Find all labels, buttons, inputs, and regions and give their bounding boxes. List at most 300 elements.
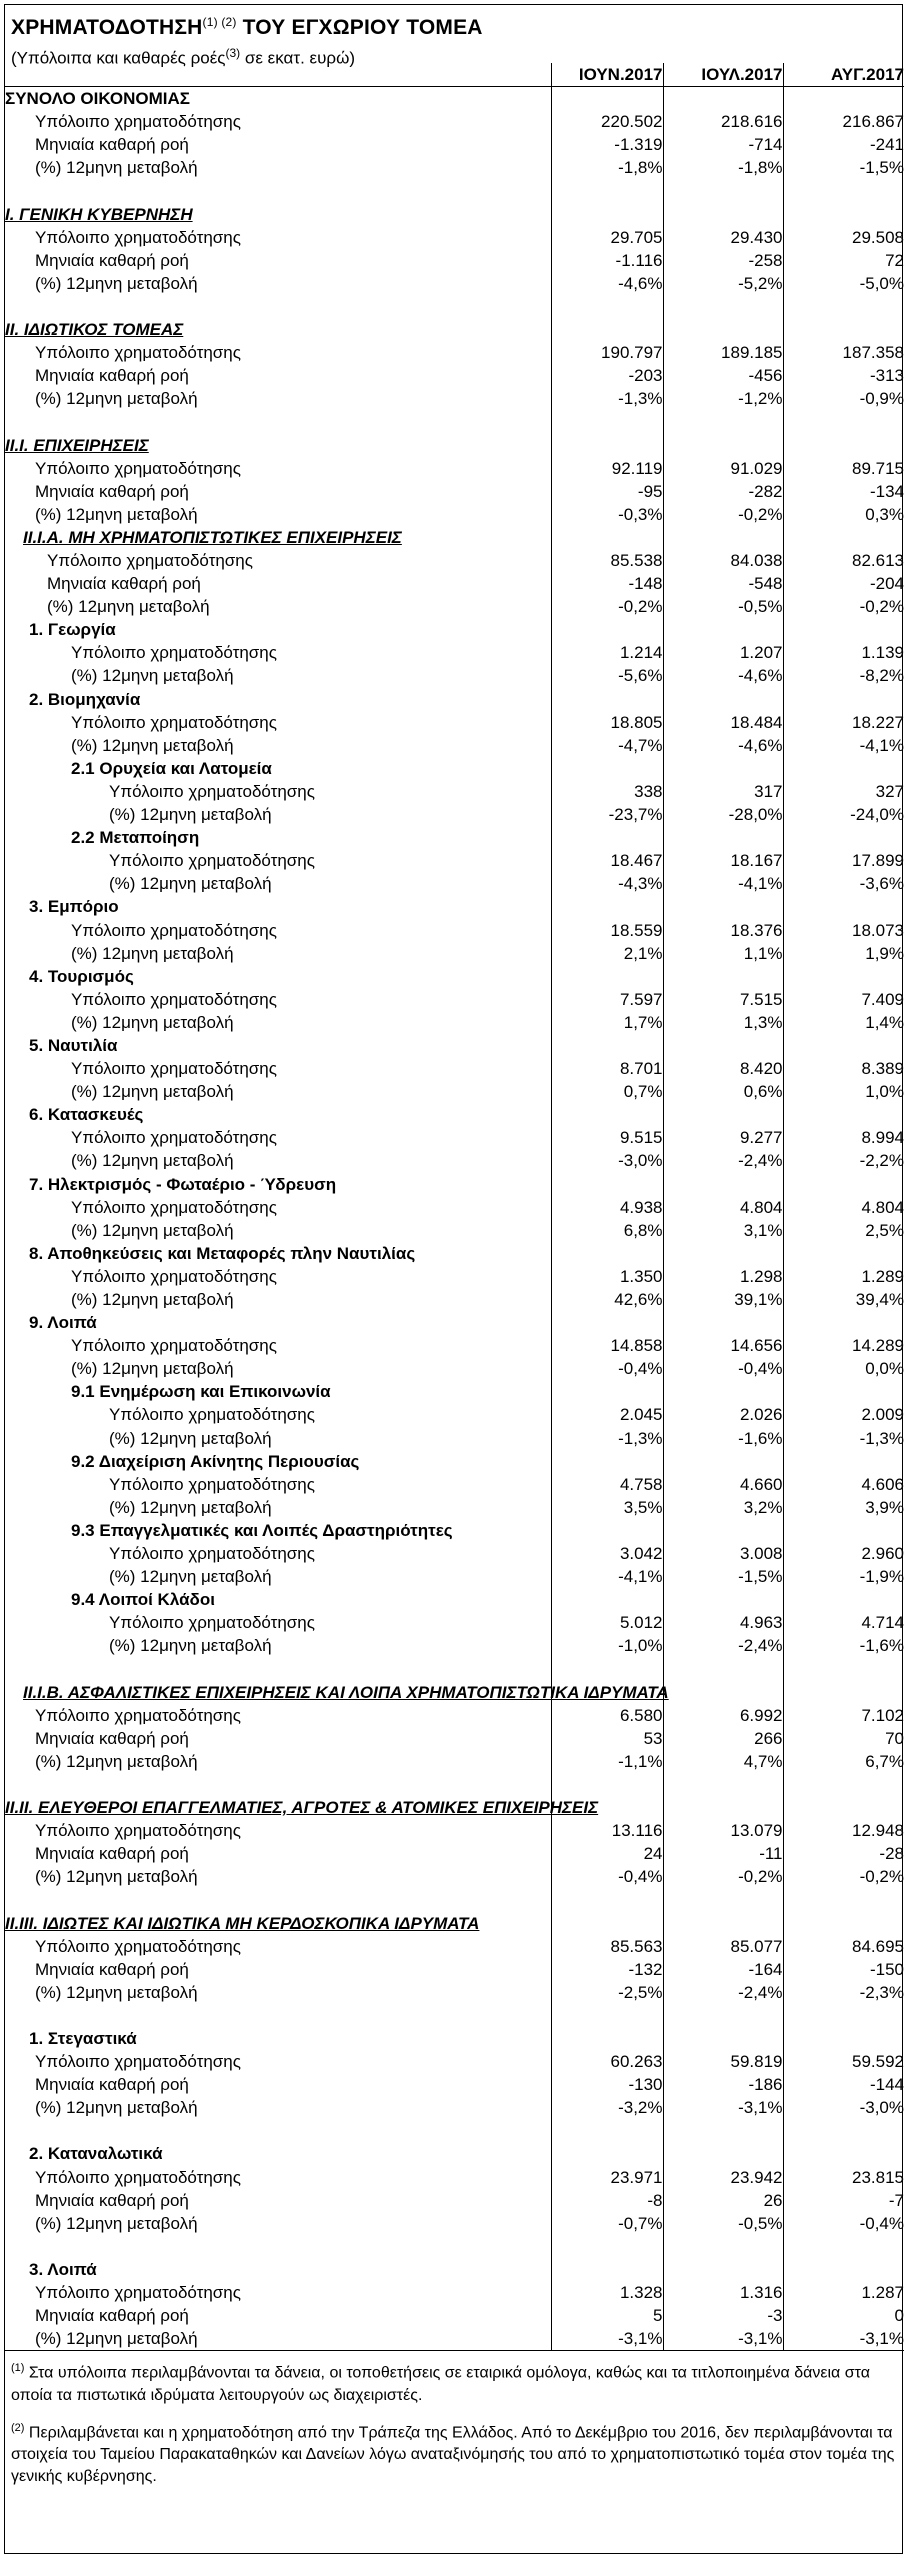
report-title [11,10,902,40]
value-jun: 18.805 [551,711,663,734]
row-label: (%) 12μηνη μεταβολή [71,735,234,755]
value-jul: 4,7% [663,1750,783,1773]
table-row [5,780,904,803]
value-aug: 7.409 [783,988,904,1011]
section-title: 2.1 Ορυχεία και Λατομεία [71,758,272,778]
value-aug: -1,3% [783,1427,904,1450]
value-jun: 53 [551,1727,663,1750]
row-label: Μηνιαία καθαρή ροή [35,1728,189,1748]
section-empty-cell [663,1034,783,1057]
section-title: 9.1 Ενημέρωση και Επικοινωνία [71,1382,331,1402]
footnote-text: Στα υπόλοιπα περιλαμβάνονται τα δάνεια, οι τοποθετήσεις σε εταιρικά ομόλογα, καθώς και τα τιτλοποιημένα δάνεια στα οποία τα πιστωτικά ιδρύματα λειτουργούν ως διαχειριστές. [11,2364,870,2404]
value-jun: 23.971 [551,2166,663,2189]
spacer-cell [783,410,904,433]
value-jul: 4.660 [663,1473,783,1496]
value-jul: -11 [663,1842,783,1865]
value-jul: -282 [663,480,783,503]
section-empty-cell [551,2258,663,2281]
subtitle-pre: (Υπόλοιπα και καθαρές ροές [11,48,226,68]
section-title: 8. Αποθηκεύσεις και Μεταφορές πλην Ναυτιλίας [29,1243,416,1263]
financing-table-body [5,63,904,2351]
section-empty-cell [783,2258,904,2281]
section-empty-cell [551,1311,663,1334]
value-jul: -3,1% [663,2327,783,2351]
section-header-row [5,1311,904,1334]
table-row [5,803,904,826]
value-jul: 1,3% [663,1011,783,1034]
row-label: Μηνιαία καθαρή ροή [35,481,189,501]
section-empty-cell [783,1796,904,1819]
section-empty-cell [783,203,904,226]
value-jul: 7.515 [663,988,783,1011]
row-label: Υπόλοιπο χρηματοδότησης [35,2283,241,2303]
value-aug: 1,9% [783,942,904,965]
spacer-cell [783,1657,904,1680]
spacer-row [5,1773,904,1796]
value-jun: -95 [551,480,663,503]
section-empty-cell [663,757,783,780]
row-label: Υπόλοιπο χρηματοδότησης [35,2167,241,2187]
row-label: (%) 12μηνη μεταβολή [35,1867,198,1887]
value-jun: -2,5% [551,1981,663,2004]
row-label: Υπόλοιπο χρηματοδότησης [71,643,277,663]
row-label: (%) 12μηνη μεταβολή [35,1982,198,2002]
section-empty-cell [783,826,904,849]
table-row [5,2073,904,2096]
value-jul: 317 [663,780,783,803]
row-label: Υπόλοιπο χρηματοδότησης [71,1059,277,1079]
value-jul: 1,1% [663,942,783,965]
section-empty-cell [663,203,783,226]
section-empty-cell [551,1103,663,1126]
spacer-cell [663,179,783,202]
value-jun: 18.559 [551,918,663,941]
value-jun: -0,4% [551,1357,663,1380]
value-jul: 18.484 [663,711,783,734]
value-aug: -2,2% [783,1149,904,1172]
value-jul: -5,2% [663,272,783,295]
spacer-cell [5,2119,551,2142]
value-jun: -1,8% [551,156,663,179]
section-header-row [5,87,904,111]
value-aug: 2.960 [783,1542,904,1565]
spacer-cell [783,2004,904,2027]
spacer-cell [551,1888,663,1911]
table-row [5,641,904,664]
table-row [5,1981,904,2004]
value-aug: 4.714 [783,1611,904,1634]
section-empty-cell [551,87,663,111]
table-row [5,2281,904,2304]
section-empty-cell [783,1034,904,1057]
table-row [5,2304,904,2327]
value-jun: 4.938 [551,1196,663,1219]
value-aug: 39,4% [783,1288,904,1311]
subtitle-post: σε εκατ. ευρώ) [240,48,355,68]
value-aug: -241 [783,133,904,156]
value-aug: 59.592 [783,2050,904,2073]
row-label: (%) 12μηνη μεταβολή [71,1359,234,1379]
section-empty-cell [783,1173,904,1196]
table-row [5,2166,904,2189]
value-jul: -28,0% [663,803,783,826]
spacer-cell [663,410,783,433]
value-jun: -5,6% [551,664,663,687]
row-label: Υπόλοιπο χρηματοδότησης [109,1613,315,1633]
spacer-row [5,410,904,433]
value-aug: -0,2% [783,595,904,618]
value-jul: -258 [663,249,783,272]
section-empty-cell [663,618,783,641]
section-empty-cell [663,526,783,549]
value-jun: 4.758 [551,1473,663,1496]
value-jun: -3,2% [551,2096,663,2119]
row-label: Υπόλοιπο χρηματοδότησης [35,227,241,247]
value-aug: 0 [783,2304,904,2327]
title-main: ΧΡΗΜΑΤΟΔΟΤΗΣΗ [11,16,203,39]
value-jul: 0,6% [663,1080,783,1103]
row-label: Υπόλοιπο χρηματοδότησης [47,551,253,571]
spacer-cell [551,2119,663,2142]
table-row [5,1334,904,1357]
value-jul: 1.316 [663,2281,783,2304]
value-jun: 24 [551,1842,663,1865]
value-jun: -0,4% [551,1865,663,1888]
row-label: (%) 12μηνη μεταβολή [35,1751,198,1771]
spacer-cell [5,2004,551,2027]
value-aug: 8.389 [783,1057,904,1080]
table-row [5,1288,904,1311]
value-aug: 18.227 [783,711,904,734]
column-header-aug: ΑΥΓ.2017 [783,63,904,87]
value-jul: 4.963 [663,1611,783,1634]
section-title: 2. Βιομηχανία [29,689,141,709]
section-empty-cell [663,895,783,918]
value-aug: -4,1% [783,734,904,757]
value-jun: 190.797 [551,341,663,364]
section-empty-cell [551,826,663,849]
row-label: (%) 12μηνη μεταβολή [35,2213,198,2233]
value-jul: -4,1% [663,872,783,895]
section-title: 9.3 Επαγγελματικές και Λοιπές Δραστηριότητες [71,1520,453,1540]
section-empty-cell [551,1173,663,1196]
row-label: Μηνιαία καθαρή ροή [35,1844,189,1864]
section-empty-cell [783,1588,904,1611]
section-title: 3. Εμπόριο [29,897,119,917]
section-header-row [5,1796,904,1819]
value-jun: 0,7% [551,1080,663,1103]
footnote-text: Περιλαμβάνεται και η χρηματοδότηση από την Τράπεζα της Ελλάδος. Από το Δεκέμβριο του 2016, δεν περιλαμβάνονται τα στοιχεία του Ταμείου Παρακαταθηκών και Δανείων λόγω αναταξινόμησής του από το χρηματοπιστωτικό τομέα στον τομέα της γενικής κυβέρνησης. [11,2423,895,2485]
section-empty-cell [783,688,904,711]
section-header-row [5,434,904,457]
value-jun: -4,7% [551,734,663,757]
section-title: 9.2 Διαχείριση Ακίνητης Περιουσίας [71,1451,360,1471]
section-empty-cell [663,318,783,341]
value-aug: 23.815 [783,2166,904,2189]
table-row [5,1011,904,1034]
section-header-row [5,618,904,641]
section-header-row [5,526,904,549]
value-jun: 29.705 [551,226,663,249]
table-row [5,1842,904,1865]
value-aug: -24,0% [783,803,904,826]
row-label: (%) 12μηνη μεταβολή [71,1082,234,1102]
row-label: (%) 12μηνη μεταβολή [109,1497,272,1517]
value-jun: -1,3% [551,1427,663,1450]
value-aug: 12.948 [783,1819,904,1842]
value-jun: 1.328 [551,2281,663,2304]
section-empty-cell [783,2027,904,2050]
spacer-cell [551,179,663,202]
value-aug: -0,2% [783,1865,904,1888]
table-row [5,872,904,895]
section-empty-cell [551,1242,663,1265]
section-empty-cell [783,1912,904,1935]
table-row [5,1427,904,1450]
row-label: Μηνιαία καθαρή ροή [35,2190,189,2210]
value-jun: 2,1% [551,942,663,965]
value-aug: 17.899 [783,849,904,872]
row-label: Υπόλοιπο χρηματοδότησης [35,343,241,363]
value-aug: 1,0% [783,1080,904,1103]
table-row [5,1149,904,1172]
table-row [5,711,904,734]
row-label: (%) 12μηνη μεταβολή [35,273,198,293]
row-label: Υπόλοιπο χρηματοδότησης [71,1128,277,1148]
value-jun: -1,3% [551,387,663,410]
table-row [5,249,904,272]
section-empty-cell [663,2142,783,2165]
value-jun: 1.350 [551,1265,663,1288]
value-aug: 216.867 [783,110,904,133]
table-row [5,849,904,872]
section-header-row [5,1519,904,1542]
value-jul: 13.079 [663,1819,783,1842]
section-empty-cell [663,1681,783,1704]
section-empty-cell [783,1681,904,1704]
table-row [5,988,904,1011]
row-label: Υπόλοιπο χρηματοδότησης [35,2052,241,2072]
value-aug: 84.695 [783,1935,904,1958]
spacer-cell [783,1773,904,1796]
footnote [11,2417,896,2488]
row-label: (%) 12μηνη μεταβολή [109,1636,272,1656]
section-empty-cell [783,1519,904,1542]
row-label: (%) 12μηνη μεταβολή [71,1012,234,1032]
section-title: ΙΙ.ΙΙΙ. ΙΔΙΩΤΕΣ ΚΑΙ ΙΔΙΩΤΙΚΑ ΜΗ ΚΕΡΔΟΣΚΟΠΙΚΑ ΙΔΡΥΜΑΤΑ [5,1913,480,1933]
spacer-cell [663,1657,783,1680]
value-jun: 220.502 [551,110,663,133]
value-jun: -4,3% [551,872,663,895]
section-empty-cell [783,965,904,988]
spacer-row [5,1657,904,1680]
value-aug: -150 [783,1958,904,1981]
value-jul: -164 [663,1958,783,1981]
section-empty-cell [663,1103,783,1126]
value-jun: 7.597 [551,988,663,1011]
section-header-row [5,1588,904,1611]
table-row [5,156,904,179]
section-empty-cell [783,434,904,457]
section-empty-cell [783,757,904,780]
value-aug: -0,9% [783,387,904,410]
table-row [5,364,904,387]
value-jun: 1.214 [551,641,663,664]
spacer-cell [783,2119,904,2142]
row-label: (%) 12μηνη μεταβολή [35,158,198,178]
value-jul: 8.420 [663,1057,783,1080]
value-jun: -1.116 [551,249,663,272]
row-label: Υπόλοιπο χρηματοδότησης [71,712,277,732]
spacer-cell [551,1773,663,1796]
value-jun: 14.858 [551,1334,663,1357]
section-empty-cell [551,203,663,226]
section-empty-cell [551,1519,663,1542]
section-empty-cell [663,826,783,849]
row-label: Μηνιαία καθαρή ροή [35,366,189,386]
spacer-cell [663,295,783,318]
value-jul: 1.207 [663,641,783,664]
value-jul: 266 [663,1727,783,1750]
section-empty-cell [783,1380,904,1403]
spacer-cell [5,410,551,433]
section-header-row [5,1380,904,1403]
section-empty-cell [663,1173,783,1196]
footnote-number: (1) [11,2362,25,2375]
section-empty-cell [551,2142,663,2165]
section-empty-cell [783,1242,904,1265]
footnotes [5,2351,902,2488]
section-header-row [5,1912,904,1935]
section-header-row [5,965,904,988]
value-aug: 1.289 [783,1265,904,1288]
section-header-row [5,1681,904,1704]
value-jun: 85.538 [551,549,663,572]
table-row [5,226,904,249]
spacer-cell [663,2235,783,2258]
value-aug: -144 [783,2073,904,2096]
section-empty-cell [663,87,783,111]
value-jun: -0,3% [551,503,663,526]
spacer-row [5,2004,904,2027]
value-aug: 72 [783,249,904,272]
row-label: (%) 12μηνη μεταβολή [71,1151,234,1171]
value-aug: 0,3% [783,503,904,526]
section-empty-cell [783,318,904,341]
section-empty-cell [783,2142,904,2165]
table-row [5,1126,904,1149]
row-label: (%) 12μηνη μεταβολή [35,389,198,409]
value-jun: 6.580 [551,1704,663,1727]
value-jul: 1.298 [663,1265,783,1288]
spacer-row [5,2235,904,2258]
value-jul: 3.008 [663,1542,783,1565]
value-aug: 2,5% [783,1219,904,1242]
value-aug: 29.508 [783,226,904,249]
section-header-row [5,2027,904,2050]
value-jul: 91.029 [663,457,783,480]
section-title: ΙΙ.Ι. ΕΠΙΧΕΙΡΗΣΕΙΣ [5,435,149,455]
spacer-row [5,179,904,202]
section-title: 5. Ναυτιλία [29,1035,118,1055]
value-jul: 59.819 [663,2050,783,2073]
value-jun: 338 [551,780,663,803]
value-aug: 1.287 [783,2281,904,2304]
section-header-row [5,688,904,711]
section-empty-cell [663,434,783,457]
value-jul: -1,5% [663,1565,783,1588]
section-title: ΣΥΝΟΛΟ ΟΙΚΟΝΟΜΙΑΣ [5,89,190,109]
section-empty-cell [663,1796,783,1819]
value-jun: -148 [551,572,663,595]
section-empty-cell [551,1912,663,1935]
value-jun: 2.045 [551,1403,663,1426]
table-row [5,1727,904,1750]
section-empty-cell [663,965,783,988]
value-jul: -0,5% [663,2212,783,2235]
row-label: Μηνιαία καθαρή ροή [35,2306,189,2326]
table-row [5,1565,904,1588]
row-label: (%) 12μηνη μεταβολή [35,2098,198,2118]
spacer-cell [663,2119,783,2142]
table-row [5,387,904,410]
value-jul: -0,2% [663,1865,783,1888]
row-label: Μηνιαία καθαρή ροή [47,574,201,594]
value-aug: 1,4% [783,1011,904,1034]
row-label: Υπόλοιπο χρηματοδότησης [109,1544,315,1564]
table-row [5,480,904,503]
title-rest: ΤΟΥ ΕΓΧΩΡΙΟΥ ΤΟΜΕΑ [236,16,483,39]
value-aug: -1,5% [783,156,904,179]
spacer-cell [663,1773,783,1796]
value-jul: 84.038 [663,549,783,572]
table-row [5,1958,904,1981]
table-row [5,1496,904,1519]
section-header-row [5,1173,904,1196]
spacer-cell [663,1888,783,1911]
row-label: Υπόλοιπο χρηματοδότησης [71,920,277,940]
row-label: (%) 12μηνη μεταβολή [47,597,210,617]
row-label: Υπόλοιπο χρηματοδότησης [35,1936,241,1956]
section-empty-cell [551,1450,663,1473]
section-empty-cell [551,1588,663,1611]
row-label: Υπόλοιπο χρηματοδότησης [71,1266,277,1286]
section-empty-cell [783,87,904,111]
spacer-row [5,295,904,318]
value-aug: 14.289 [783,1334,904,1357]
row-label: Μηνιαία καθαρή ροή [35,1959,189,1979]
value-aug: 6,7% [783,1750,904,1773]
row-label: (%) 12μηνη μεταβολή [5,2327,551,2351]
value-jul: -1,6% [663,1427,783,1450]
table-row [5,595,904,618]
spacer-cell [783,1888,904,1911]
section-empty-cell [783,1311,904,1334]
value-jul: 3,2% [663,1496,783,1519]
value-aug: 70 [783,1727,904,1750]
row-label: Υπόλοιπο χρηματοδότησης [35,458,241,478]
table-row [5,1819,904,1842]
section-title: 2.2 Μεταποίηση [71,828,200,848]
spacer-row [5,2119,904,2142]
value-jul: 18.167 [663,849,783,872]
table-row [5,734,904,757]
row-label: Υπόλοιπο χρηματοδότησης [109,781,315,801]
value-jun: 18.467 [551,849,663,872]
spacer-cell [5,1657,551,1680]
row-label: Υπόλοιπο χρηματοδότησης [35,112,241,132]
value-jun: -1,0% [551,1634,663,1657]
